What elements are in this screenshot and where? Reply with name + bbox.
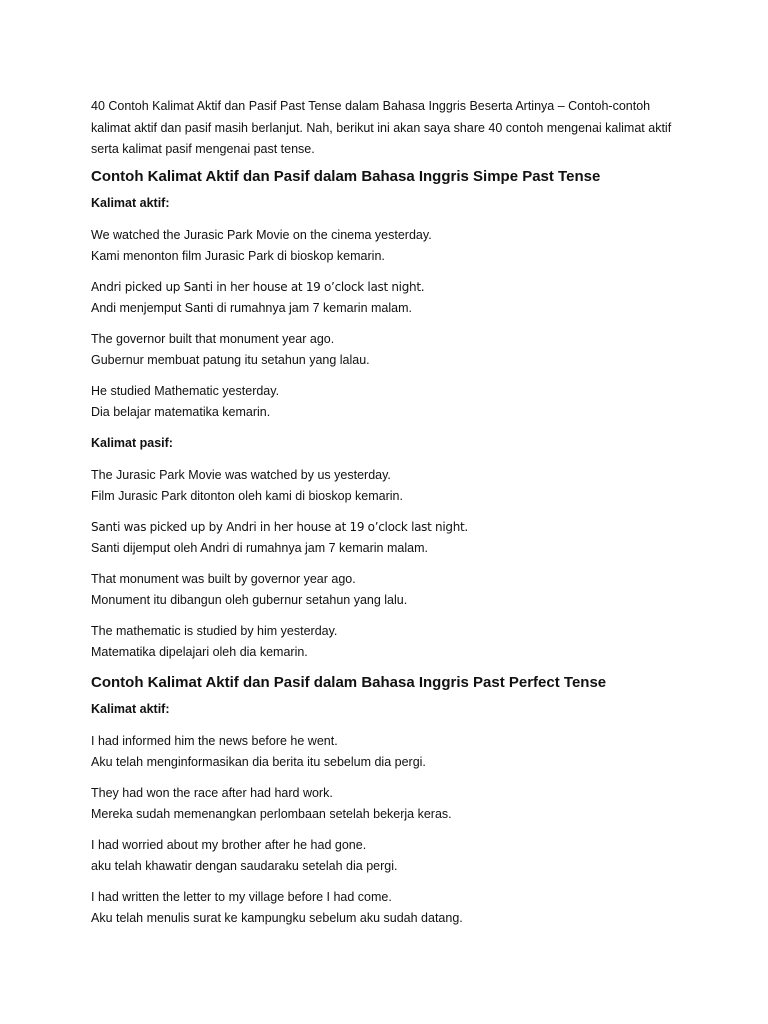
english-sentence: He studied Mathematic yesterday. <box>91 383 280 398</box>
english-sentence: The mathematic is studied by him yesterday. <box>91 623 338 638</box>
sentence-pair <box>91 465 691 508</box>
sentence-pair <box>91 329 691 372</box>
english-sentence: The governor built that monument year ago. <box>91 331 335 346</box>
indonesian-translation: Gubernur membuat patung itu setahun yang lalau. <box>91 353 370 367</box>
indonesian-translation: Aku telah menginformasikan dia berita itu sebelum dia pergi. <box>91 755 426 769</box>
kalimat-pasif-label: Kalimat pasif: <box>91 435 173 450</box>
indonesian-translation: Mereka sudah memenangkan perlombaan setelah bekerja keras. <box>91 807 452 821</box>
indonesian-translation: Dia belajar matematika kemarin. <box>91 405 271 419</box>
kalimat-aktif-label: Kalimat aktif: <box>91 195 170 210</box>
english-sentence: I had informed him the news before he went. <box>91 733 338 748</box>
intro-paragraph: 40 Contoh Kalimat Aktif dan Pasif Past Tense dalam Bahasa Inggris Beserta Artinya – Contoh-contoh kalimat aktif dan pasif masih berlanjut. Nah, berikut ini akan saya share 40 contoh mengenai kalimat aktif serta kalimat pasif mengenai past tense. <box>91 99 672 156</box>
english-sentence: We watched the Jurasic Park Movie on the cinema yesterday. <box>91 227 432 242</box>
english-sentence: I had written the letter to my village before I had come. <box>91 889 392 904</box>
sentence-pair <box>91 887 691 930</box>
sentence-pair <box>91 835 691 878</box>
kalimat-aktif-label: Kalimat aktif: <box>91 701 170 716</box>
indonesian-translation: aku telah khawatir dengan saudaraku setelah dia pergi. <box>91 859 398 873</box>
sentence-pair <box>91 783 691 826</box>
sentence-pair <box>91 517 691 560</box>
section-heading-past-perfect: Contoh Kalimat Aktif dan Pasif dalam Bahasa Inggris Past Perfect Tense <box>91 673 607 691</box>
indonesian-translation: Monument itu dibangun oleh gubernur setahun yang lalu. <box>91 593 408 607</box>
english-sentence: That monument was built by governor year ago. <box>91 571 356 586</box>
english-sentence: I had worried about my brother after he had gone. <box>91 837 367 852</box>
sentence-pair <box>91 381 691 424</box>
english-sentence: The Jurasic Park Movie was watched by us yesterday. <box>91 467 391 482</box>
sentence-pair <box>91 225 691 268</box>
indonesian-translation: Kami menonton film Jurasic Park di bioskop kemarin. <box>91 249 385 263</box>
document-body <box>91 96 691 939</box>
sentence-pair <box>91 569 691 612</box>
sentence-pair <box>91 731 691 774</box>
english-sentence: Andri picked up Santi in her house at 19 o’clock last night. <box>91 279 425 294</box>
indonesian-translation: Matematika dipelajari oleh dia kemarin. <box>91 645 308 659</box>
indonesian-translation: Andi menjemput Santi di rumahnya jam 7 kemarin malam. <box>91 301 412 315</box>
indonesian-translation: Aku telah menulis surat ke kampungku sebelum aku sudah datang. <box>91 911 463 925</box>
english-sentence: They had won the race after had hard work. <box>91 785 333 800</box>
english-sentence: Santi was picked up by Andri in her house at 19 o’clock last night. <box>91 519 468 534</box>
sentence-pair <box>91 621 691 664</box>
sentence-pair <box>91 277 691 320</box>
indonesian-translation: Film Jurasic Park ditonton oleh kami di bioskop kemarin. <box>91 489 403 503</box>
indonesian-translation: Santi dijemput oleh Andri di rumahnya jam 7 kemarin malam. <box>91 541 428 555</box>
section-heading-simple-past: Contoh Kalimat Aktif dan Pasif dalam Bahasa Inggris Simpe Past Tense <box>91 167 601 185</box>
